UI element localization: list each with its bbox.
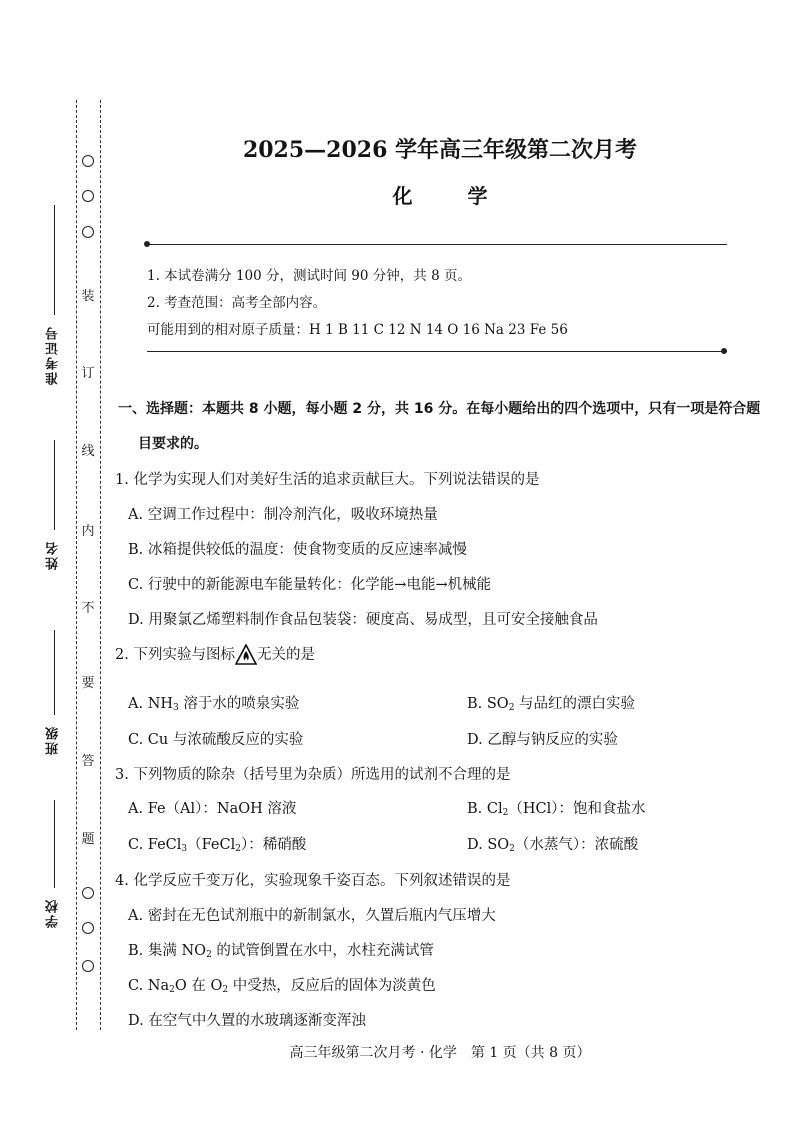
subject-title: 化 学 xyxy=(392,184,512,208)
binding-hole-icon xyxy=(82,922,94,934)
note-atomic-masses: 可能用到的相对原子质量：H 1 B 11 C 12 N 14 O 16 Na 23 Fe 56 xyxy=(147,322,568,338)
question-4-option-a: A. 密封在无色试剂瓶中的新制氯水，久置后瓶内气压增大 xyxy=(128,908,496,924)
binding-char: 答 xyxy=(80,750,96,769)
page-title: 2025—2026 学年高三年级第二次月考 xyxy=(242,137,638,163)
binding-char: 装 xyxy=(80,285,96,304)
question-4-stem: 4. 化学反应千变万化，实验现象千姿百态。下列叙述错误的是 xyxy=(115,873,511,889)
binding-char: 不 xyxy=(80,597,96,616)
page-footer: 高三年级第二次月考 · 化学 第 1 页（共 8 页） xyxy=(289,1045,591,1061)
question-3-option-c: C. FeCl$_3$（FeCl$_2$）：稀硝酸 xyxy=(128,837,307,854)
question-1-stem: 1. 化学为实现人们对美好生活的追求贡献巨大。下列说法错误的是 xyxy=(115,472,540,488)
binding-hole-icon xyxy=(82,155,94,167)
question-2-option-d: D. 乙醇与钠反应的实验 xyxy=(467,732,618,748)
question-1-option-c: C. 行驶中的新能源电车能量转化：化学能→电能→机械能 xyxy=(128,577,492,593)
school-label: 学校 xyxy=(46,898,61,928)
binding-dashed-line-outer xyxy=(100,100,102,1030)
question-2-stem xyxy=(115,643,315,666)
question-2-stem-before: 2. 下列实验与图标 xyxy=(115,647,235,663)
question-1-option-b: B. 冰箱提供较低的温度：使食物变质的反应速率减慢 xyxy=(128,542,467,558)
binding-hole-icon xyxy=(82,190,94,202)
binding-hole-icon xyxy=(82,887,94,899)
question-3-option-d: D. $SO_2$（水蒸气）：浓硫酸 xyxy=(467,837,639,854)
class-label: 班级 xyxy=(46,725,61,755)
question-3-stem: 3. 下列物质的除杂（括号里为杂质）所选用的试剂不合理的是 xyxy=(115,767,511,783)
question-2-option-c: C. Cu 与浓硫酸反应的实验 xyxy=(128,732,304,748)
question-3-option-b: B. $Cl_2(HCl)$：饱和食盐水 xyxy=(467,801,646,818)
rule-dot xyxy=(721,348,727,354)
section-heading: 一、选择题：本题共 8 小题，每小题 2 分，共 16 分。在每小题给出的四个选项中，只有一项是符合题 xyxy=(118,401,761,417)
question-4-option-d: D. 在空气中久置的水玻璃逐渐变浑浊 xyxy=(128,1013,366,1029)
binding-char: 订 xyxy=(80,362,96,381)
binding-char: 题 xyxy=(80,828,96,847)
question-1-option-d: D. 用聚氯乙烯塑料制作食品包装袋：硬度高、易成型，且可安全接触食品 xyxy=(128,612,598,628)
binding-dashed-line xyxy=(76,100,78,1030)
binding-char: 内 xyxy=(80,520,96,539)
question-3-option-a: A. Fe（Al）：NaOH 溶液 xyxy=(128,801,297,817)
question-2-option-a: A. $NH_3$ 溶于水的喷泉实验 xyxy=(128,696,300,713)
top-rule xyxy=(147,244,727,245)
section-heading-cont: 目要求的。 xyxy=(138,436,208,452)
flame-hazard-icon xyxy=(235,644,257,666)
note-2: 2. 考查范围：高考全部内容。 xyxy=(147,295,327,311)
binding-hole-icon xyxy=(82,960,94,972)
question-2-option-b: B. $SO_2$ 与品红的漂白实验 xyxy=(467,696,636,713)
binding-char: 线 xyxy=(80,440,96,459)
name-label: 姓名 xyxy=(46,540,61,570)
binding-hole-icon xyxy=(82,226,94,238)
bottom-rule xyxy=(147,351,727,352)
question-1-option-a: A. 空调工作过程中：制冷剂汽化，吸收环境热量 xyxy=(128,507,438,523)
question-4-option-b: B. 集满 $NO_2$ 的试管倒置在水中，水柱充满试管 xyxy=(128,943,434,960)
exam-number-label: 准考证号 xyxy=(46,325,61,385)
question-2-stem-after: 无关的是 xyxy=(256,647,315,663)
binding-char: 要 xyxy=(80,672,96,691)
question-4-option-c: C. $Na_2O$ 在 $O_2$ 中受热，反应后的固体为淡黄色 xyxy=(128,978,436,995)
note-1: 1. 本试卷满分 100 分，测试时间 90 分钟，共 8 页。 xyxy=(147,268,471,284)
